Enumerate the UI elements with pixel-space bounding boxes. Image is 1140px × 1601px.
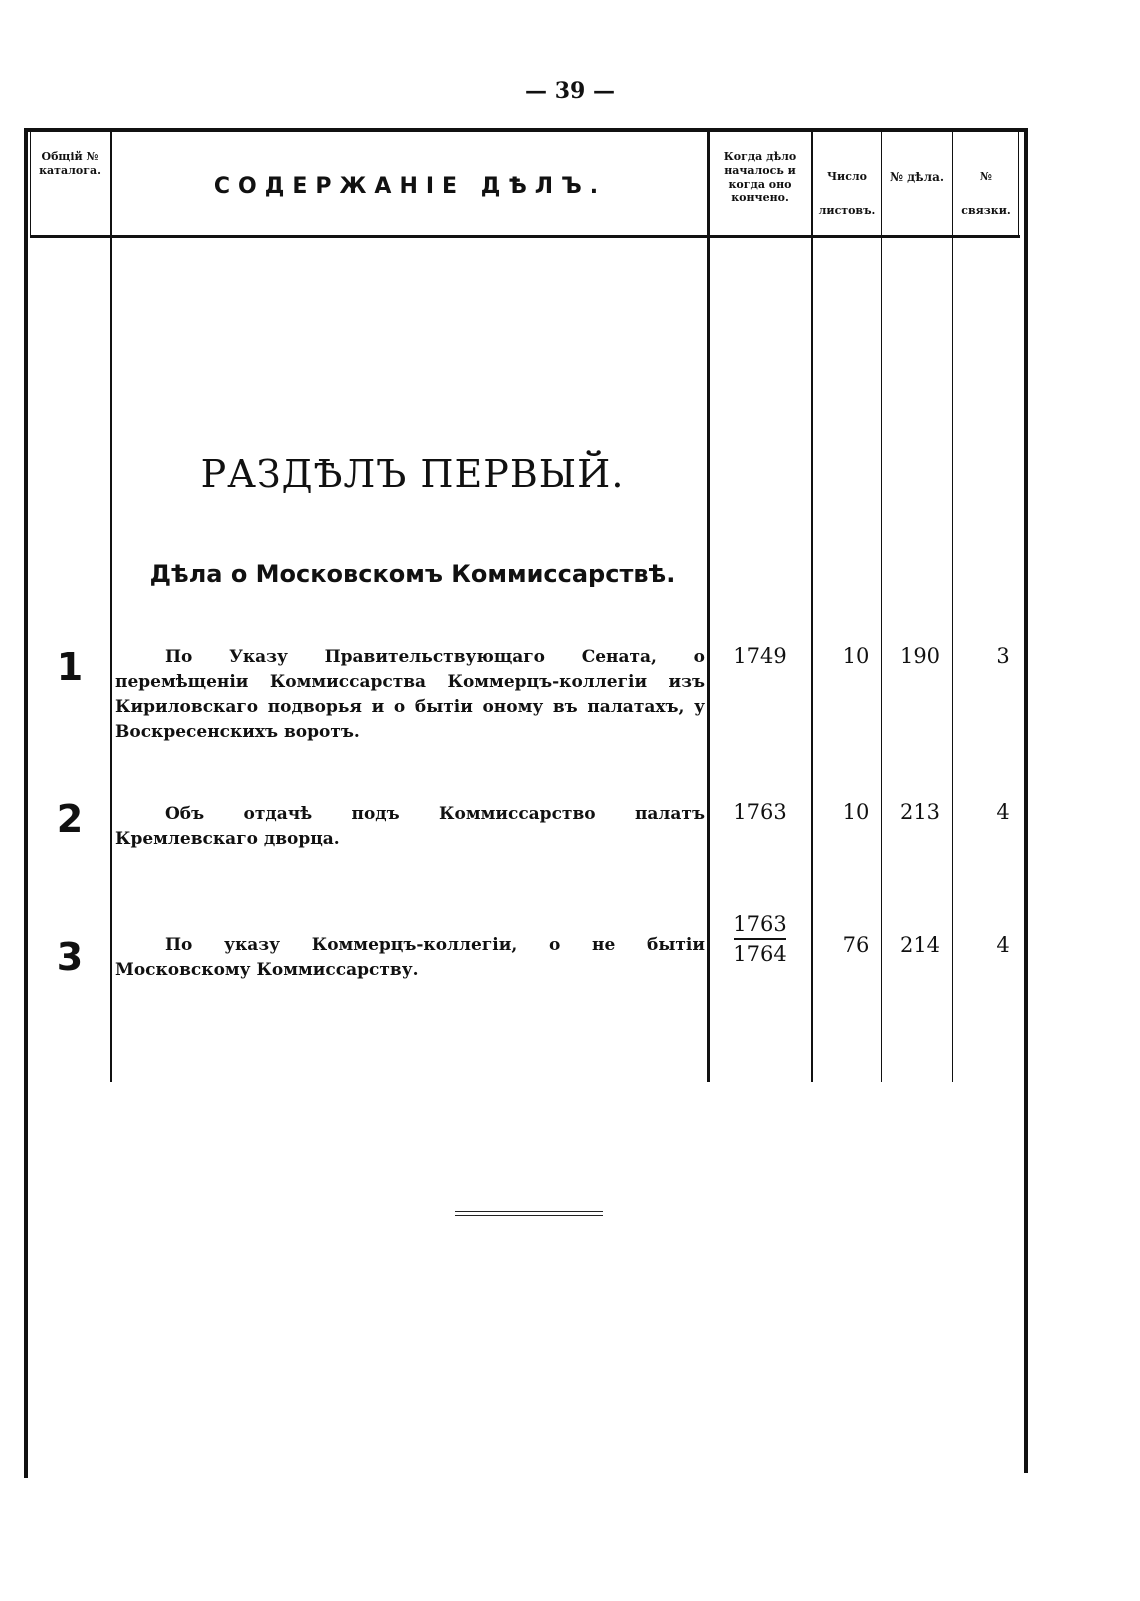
row-number: 2 [56, 797, 84, 841]
page-number: — 39 — [525, 78, 615, 104]
table-left-inner-border [30, 132, 31, 236]
row-description: По Указу Правительствующаго Сената, о перемѣщеніи Коммиссарства Коммерцъ-коллегіи изъ Кириловскаго подворья и о бытіи оному въ палатахъ, у Воскресенскихъ воротъ. [115, 647, 705, 742]
row-sheets: 10 [842, 800, 870, 824]
row-date-range [712, 910, 808, 968]
col-divider-catalog [110, 132, 112, 1082]
closing-rule-bottom [455, 1215, 603, 1216]
row-sheets: 76 [842, 933, 870, 957]
row-bundle-number: 3 [996, 644, 1010, 668]
row-bundle-number: 4 [996, 933, 1010, 957]
section-title: РАЗДѢЛЪ ПЕРВЫЙ. [200, 452, 625, 496]
row-bundle-number: 4 [996, 800, 1010, 824]
header-sheets: Число листовъ. [818, 170, 876, 217]
row-number: 1 [56, 645, 84, 689]
row-case-number: 214 [899, 933, 941, 957]
closing-rule-top [455, 1211, 603, 1212]
header-case-number: № дѣла. [889, 170, 945, 184]
row-date: 1749 [733, 644, 787, 668]
header-bundle-number: № связки. [961, 170, 1011, 217]
header-dates: Когда дѣло началось и когда оно кончено. [723, 150, 797, 205]
table-right-inner-border [1018, 132, 1019, 236]
row-number: 3 [56, 935, 84, 979]
row-case-number: 190 [899, 644, 941, 668]
section-subtitle: Дѣла о Московскомъ Коммиссарствѣ. [149, 560, 676, 588]
row-description: Объ отдачѣ подъ Коммиссарство палатъ Кремлевскаго дворца. [115, 804, 705, 849]
row-sheets: 10 [842, 644, 870, 668]
row-case-number: 213 [899, 800, 941, 824]
row-description: По указу Коммерцъ-коллегіи, о не бытіи Московскому Коммиссарству. [115, 935, 705, 980]
col-divider-dates [811, 132, 813, 1082]
table-top-border [24, 128, 1028, 132]
row-date-start: 1763 [733, 912, 787, 936]
col-divider-content [707, 132, 710, 1082]
table-left-border [24, 128, 28, 1478]
header-bottom-rule [30, 235, 1020, 238]
row-date-end: 1764 [733, 942, 787, 966]
header-content: СОДЕРЖАНІЕ ДѢЛЪ. [213, 174, 607, 199]
header-catalog-number: Общій № каталога. [39, 150, 101, 177]
row-date: 1763 [733, 800, 787, 824]
